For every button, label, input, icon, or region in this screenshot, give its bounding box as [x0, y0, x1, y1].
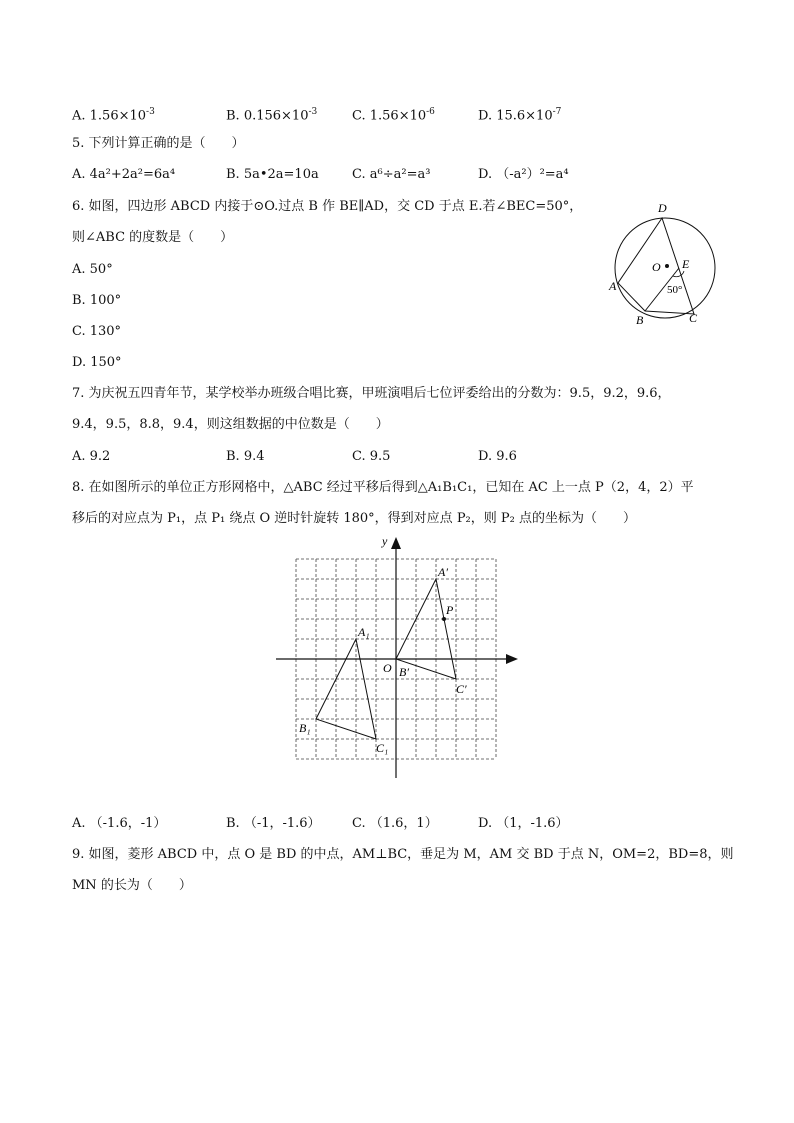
label-y: y — [382, 534, 388, 548]
q5-stem: 5. 下列计算正确的是（ ） — [72, 136, 245, 151]
label-angle: 50° — [667, 284, 683, 296]
label-d: D — [658, 201, 667, 215]
label-o: O — [383, 661, 392, 675]
circle-o — [615, 218, 715, 318]
q8-option-a: A. （-1.6，-1） — [72, 816, 167, 831]
label-a1: A₁ — [358, 625, 370, 639]
q6-circle-figure — [600, 196, 730, 334]
q6-stem-line2: 则∠ABC 的度数是（ ） — [72, 230, 234, 245]
q8-option-c: C. （1.6，1） — [352, 816, 438, 831]
q7-stem-line1: 7. 为庆祝五四青年节，某学校举办班级合唱比赛，甲班演唱后七位评委给出的分数为：9.5，9.2，9.6， — [72, 386, 671, 401]
q5-option-c: C. a⁶÷a²=a³ — [352, 167, 431, 182]
q4-option-c: C. $1.56\times 10^{-6}$ — [352, 107, 435, 124]
label-b: B — [636, 313, 644, 327]
q8-option-d: D. （1，-1.6） — [478, 816, 569, 831]
label-b1: B₁ — [299, 721, 311, 735]
q8-stem-line1: 8. 在如图所示的单位正方形网格中，△ABC 经过平移后得到△A₁B₁C₁，已知在 AC 上一点 P（2，4，2）平 — [72, 480, 694, 495]
label-a-prime: A′ — [438, 565, 448, 579]
label-c: C — [689, 311, 698, 325]
q9-stem-line2: MN 的长为（ ） — [72, 878, 192, 893]
q8-option-b: B. （-1，-1.6） — [226, 816, 321, 831]
q4-option-d: D. $15.6\times 10^{-7}$ — [478, 107, 562, 124]
triangle-a1b1c1 — [316, 639, 376, 739]
q6-option-b: B. 100° — [72, 293, 122, 308]
q7-option-c: C. 9.5 — [352, 449, 391, 464]
q6-option-a: A. 50° — [72, 262, 113, 277]
label-a: A — [609, 279, 617, 293]
label-c1: C₁ — [376, 741, 389, 755]
q6-option-d: D. 150° — [72, 355, 122, 370]
label-p: P — [446, 603, 454, 617]
center-dot — [665, 264, 669, 268]
q8-stem-line2: 移后的对应点为 P₁，点 P₁ 绕点 O 逆时针旋转 180°，得到对应点 P₂，则 P₂ 点的坐标为（ ） — [72, 511, 636, 526]
q6-stem-line1: 6. 如图，四边形 ABCD 内接于⊙O.过点 B 作 BE∥AD，交 CD 于点 E.若∠BEC=50°， — [72, 199, 583, 214]
x-axis-arrow — [506, 654, 518, 664]
label-e: E — [682, 257, 690, 271]
q9-stem-line1: 9. 如图，菱形 ABCD 中，点 O 是 BD 的中点，AM⊥BC，垂足为 M，AM 交 BD 于点 N，OM=2，BD=8，则 — [72, 847, 734, 862]
q5-option-b: B. 5a•2a=10a — [226, 167, 319, 182]
q7-option-a: A. 9.2 — [72, 449, 111, 464]
q4-option-b: B. $0.156\times 10^{-3}$ — [226, 107, 318, 124]
q8-grid-figure — [270, 532, 530, 782]
q5-option-a: A. 4a²+2a²=6a⁴ — [72, 167, 176, 182]
q7-option-b: B. 9.4 — [226, 449, 265, 464]
label-b-prime: B′ — [399, 665, 409, 679]
label-c-prime: C′ — [456, 682, 467, 696]
point-p — [442, 617, 446, 621]
label-o: O — [652, 260, 661, 274]
q4-option-a: A. $1.56\times 10^{-3}$ — [72, 107, 155, 124]
q7-stem-line2: 9.4，9.5，8.8，9.4，则这组数据的中位数是（ ） — [72, 417, 389, 432]
q6-option-c: C. 130° — [72, 324, 122, 339]
triangle-abc-prime — [396, 579, 456, 679]
q5-option-d: D. （-a²）²=a⁴ — [478, 167, 569, 182]
y-axis-arrow — [391, 537, 401, 549]
q7-option-d: D. 9.6 — [478, 449, 517, 464]
